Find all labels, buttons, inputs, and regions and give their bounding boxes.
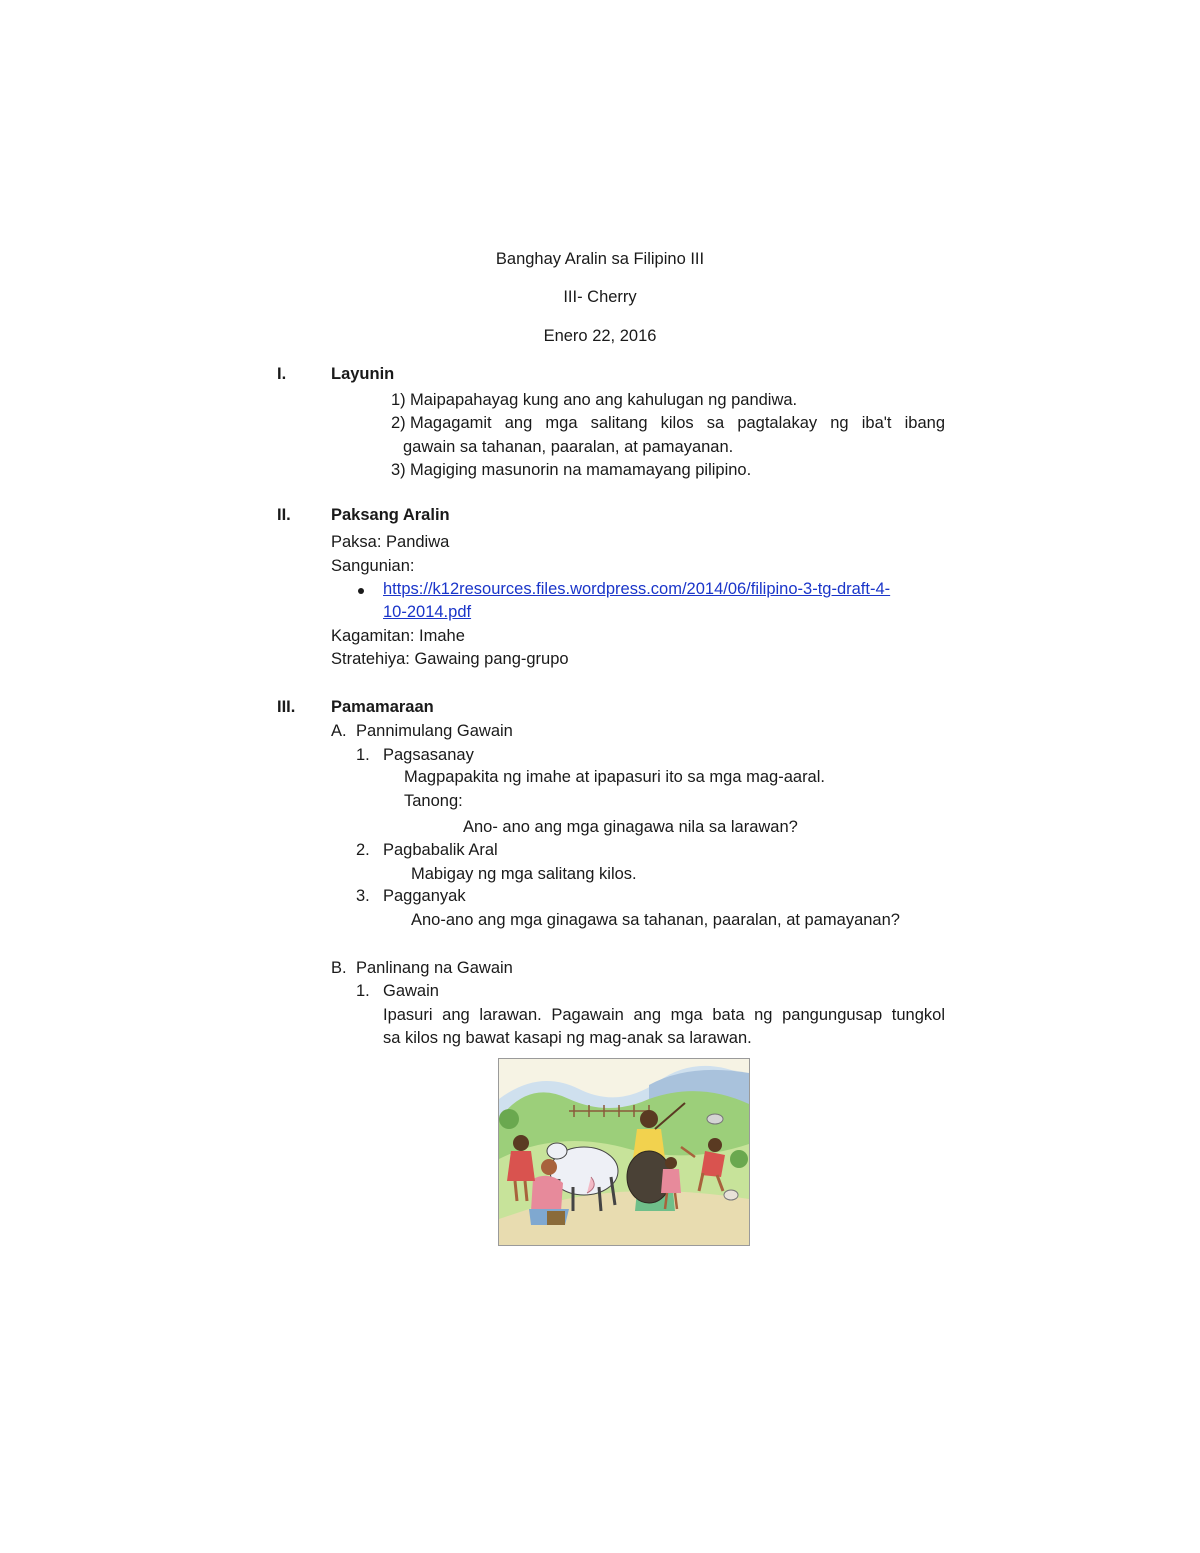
objective-2-number: 2) <box>391 414 406 432</box>
question-text: Ano- ano ang mga ginagawa nila sa larawan? <box>463 818 798 836</box>
lesson-date: Enero 22, 2016 <box>543 327 657 345</box>
family-farm-illustration <box>498 1058 750 1246</box>
kagamitan: Kagamitan: Imahe <box>331 627 465 645</box>
step-a3-title: Pagganyak <box>383 887 466 905</box>
step-b1-title: Gawain <box>383 982 439 1000</box>
step-a3-text: Ano-ano ang mga ginagawa sa tahanan, paaralan, at pamayanan? <box>411 911 900 929</box>
document-title: Banghay Aralin sa Filipino III <box>495 250 705 268</box>
step-a1-number: 1. <box>356 746 370 764</box>
part-b-title: Panlinang na Gawain <box>356 959 513 977</box>
step-a1-text: Magpapakita ng imahe at ipapasuri ito sa mga mag-aaral. <box>404 768 825 786</box>
stratehiya: Stratehiya: Gawaing pang-grupo <box>331 650 569 668</box>
section-3-numeral: III. <box>277 698 296 716</box>
objective-1-number: 1) <box>391 391 406 409</box>
step-a2-title: Pagbabalik Aral <box>383 841 498 859</box>
tanong-label: Tanong: <box>404 792 463 810</box>
part-b-label: B. <box>331 959 347 977</box>
section-2-heading: Paksang Aralin <box>331 506 450 524</box>
part-a-title: Pannimulang Gawain <box>356 722 513 740</box>
part-a-label: A. <box>331 722 347 740</box>
sangunian-label: Sangunian: <box>331 557 415 575</box>
class-section: III- Cherry <box>563 288 637 306</box>
step-b1-text-cont: sa kilos ng bawat kasapi ng mag-anak sa larawan. <box>383 1029 752 1047</box>
objective-3-number: 3) <box>391 461 406 479</box>
reference-link[interactable]: https://k12resources.files.wordpress.com/2014/06/filipino-3-tg-draft-4- <box>383 580 891 598</box>
objective-2-text-cont: gawain sa tahanan, paaralan, at pamayanan. <box>403 438 734 456</box>
bullet <box>358 588 364 594</box>
section-3-heading: Pamamaraan <box>331 698 434 716</box>
section-1-numeral: I. <box>277 365 287 383</box>
objective-3-text: Magiging masunorin na mamamayang pilipino. <box>410 461 752 479</box>
step-a3-number: 3. <box>356 887 370 905</box>
reference-link-cont[interactable]: 10-2014.pdf <box>383 603 472 621</box>
objective-2-text: Magagamit ang mga salitang kilos sa pagtalakay ng iba't ibang <box>410 414 945 432</box>
section-2-numeral: II. <box>277 506 291 524</box>
section-1-heading: Layunin <box>331 365 395 383</box>
step-a1-title: Pagsasanay <box>383 746 474 764</box>
paksa: Paksa: Pandiwa <box>331 533 450 551</box>
step-b1-text: Ipasuri ang larawan. Pagawain ang mga bata ng pangungusap tungkol <box>383 1006 945 1024</box>
step-a2-text: Mabigay ng mga salitang kilos. <box>411 865 637 883</box>
objective-1-text: Maipapahayag kung ano ang kahulugan ng pandiwa. <box>410 391 798 409</box>
step-a2-number: 2. <box>356 841 370 859</box>
step-b1-number: 1. <box>356 982 370 1000</box>
